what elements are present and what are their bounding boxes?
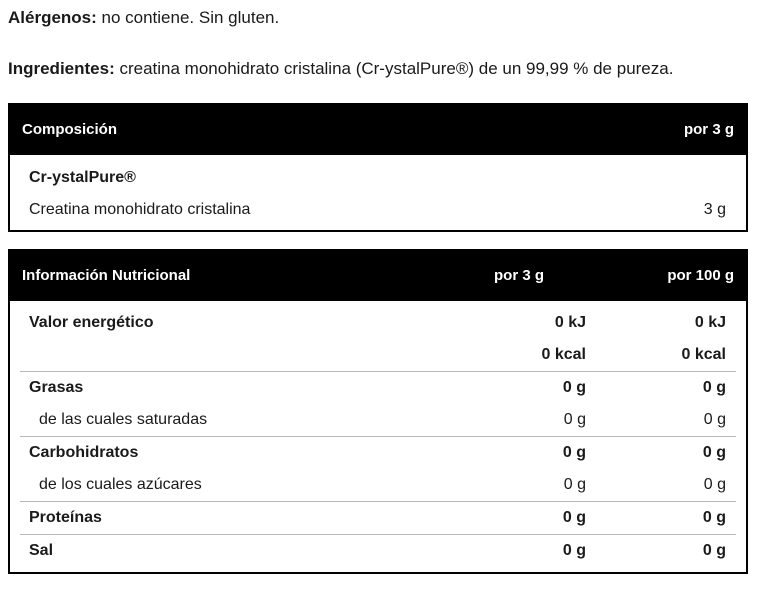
nutrient-label: Valor energético [29,314,154,331]
nutrient-value-per-100g: 0 kcal [681,346,726,363]
row-divider [20,534,736,535]
nutrient-label: de las cuales saturadas [39,411,208,428]
nutrient-label: de los cuales azúcares [39,476,202,493]
ingredients-line [8,59,673,79]
nutrient-value-per-100g: 0 g [702,379,726,396]
nutrition-header [10,251,746,301]
nutrient-label: Proteínas [29,509,102,526]
nutrient-value-per-serving: 0 g [563,476,586,493]
nutrient-value-per-100g: 0 g [702,444,726,461]
nutrient-value-per-serving: 0 g [562,379,586,396]
composition-group-label: Cr-ystalPure® [29,169,136,186]
composition-item-label: Creatina monohidrato cristalina [29,201,251,218]
nutrient-value-per-100g: 0 kJ [694,314,726,331]
nutrient-value-per-100g: 0 g [703,476,726,493]
nutrition-header-title: Información Nutricional [22,267,191,284]
composition-header [10,105,746,155]
nutrient-value-per-serving: 0 g [562,542,586,559]
nutrient-value-per-serving: 0 g [562,444,586,461]
nutrient-value-per-serving: 0 g [563,411,586,428]
row-divider [20,501,736,502]
nutrient-value-per-100g: 0 g [702,509,726,526]
composition-table [8,103,748,232]
allergens-line [8,8,279,28]
ingredients-label: Ingredientes: [8,59,115,78]
nutrition-table [8,249,748,574]
nutrition-header-per-serving: por 3 g [494,267,545,284]
composition-header-title: Composición [22,121,118,138]
nutrient-label: Sal [29,542,54,559]
nutrition-header-per-100g: por 100 g [667,267,734,284]
nutrient-value-per-100g: 0 g [703,411,726,428]
composition-item-value: 3 g [703,201,726,218]
row-divider [20,436,736,437]
ingredients-text: creatina monohidrato cristalina (Cr-ystalPure®) de un 99,99 % de pureza. [114,59,674,78]
nutrient-label: Carbohidratos [29,444,139,461]
allergens-label: Alérgenos: [8,8,97,27]
nutrient-value-per-serving: 0 g [562,509,586,526]
nutrient-value-per-serving: 0 kcal [541,346,586,363]
nutrient-value-per-serving: 0 kJ [554,314,586,331]
nutrient-label: Grasas [29,379,84,396]
allergens-text: no contiene. Sin gluten. [96,8,280,27]
composition-header-serving: por 3 g [683,121,734,138]
nutrient-value-per-100g: 0 g [702,542,726,559]
row-divider [20,371,736,372]
